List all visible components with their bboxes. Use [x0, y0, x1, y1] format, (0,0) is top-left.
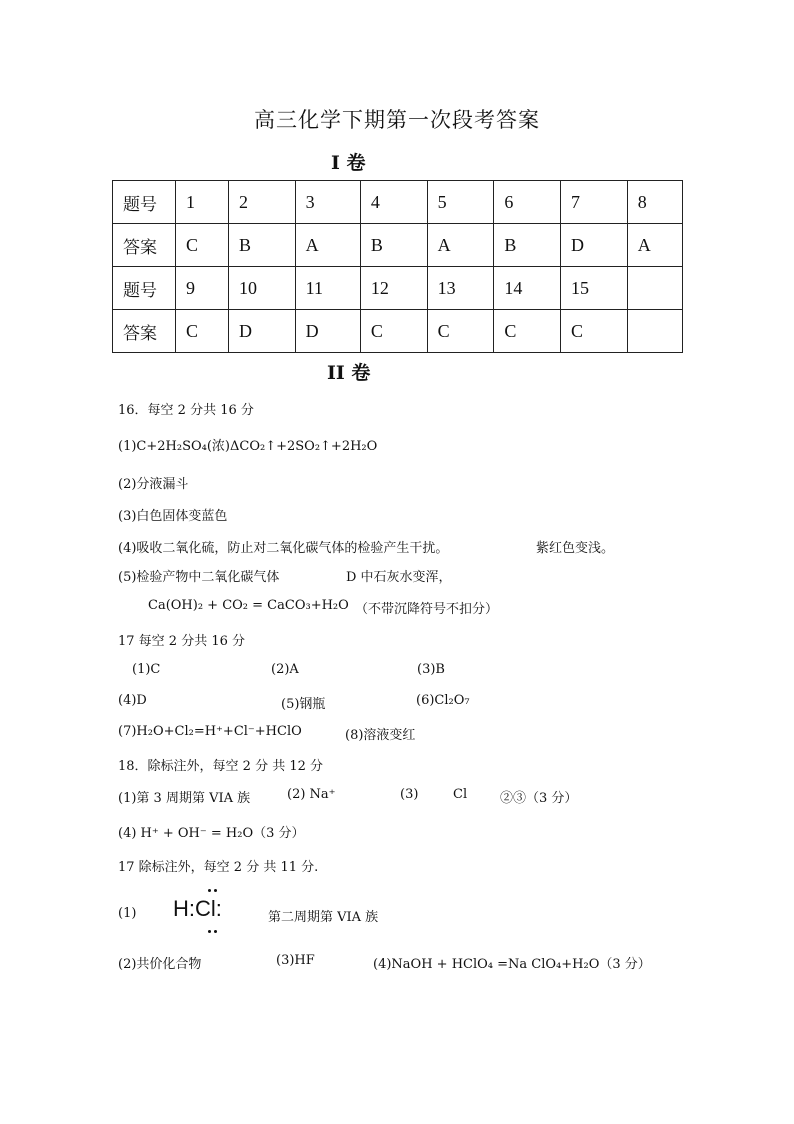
answer-table — [112, 180, 683, 353]
table-cell: 1 — [176, 181, 229, 224]
table-cell: C — [494, 310, 561, 353]
q16-answer-3: (3)白色固体变蓝色 — [118, 509, 228, 524]
table-row — [113, 310, 683, 353]
table-cell: C — [176, 310, 229, 353]
q19-answer-3: (3)HF — [276, 953, 315, 968]
q19-answer-4: (4)NaOH + HClO₄ =Na ClO₄+H₂O（3 分） — [373, 957, 651, 972]
table-cell: 2 — [228, 181, 295, 224]
q19-header: 17 除标注外，每空 2 分 共 11 分. — [118, 860, 319, 875]
table-cell: B — [494, 224, 561, 267]
table-cell: 5 — [427, 181, 494, 224]
table-cell: 11 — [295, 267, 360, 310]
q16-equation-text: C+2H₂SO₄(浓)ΔCO₂↑+2SO₂↑+2H₂O — [136, 439, 378, 454]
q16-header: 16．每空 2 分共 16 分 — [118, 403, 254, 418]
table-row-label: 题号 — [113, 181, 176, 224]
q16-answer-4: (4)吸收二氧化硫，防止对二氧化碳气体的检验产生干扰。 — [118, 541, 449, 556]
q17-answer-2: (2)A — [271, 662, 299, 677]
table-row-label: 答案 — [113, 224, 176, 267]
q16-answer-2: (2)分液漏斗 — [118, 477, 189, 492]
table-cell: 4 — [360, 181, 427, 224]
table-cell: 8 — [627, 181, 682, 224]
table-cell: C — [427, 310, 494, 353]
table-row — [113, 224, 683, 267]
table-cell: 14 — [494, 267, 561, 310]
table-cell: 15 — [561, 267, 628, 310]
table-row — [113, 181, 683, 224]
table-cell: 13 — [427, 267, 494, 310]
q17-answer-4: (4)D — [118, 693, 147, 708]
q17-answer-7: (7)H₂O+Cl₂=H⁺+Cl⁻+HClO — [118, 724, 302, 739]
q19-answer-1-number: (1) — [118, 906, 137, 921]
q17-answer-6: (6)Cl₂O₇ — [416, 693, 470, 708]
lone-pair-dot — [208, 889, 211, 892]
table-cell — [627, 267, 682, 310]
q19-answer-2: (2)共价化合物 — [118, 957, 202, 972]
lone-pair-dot — [208, 930, 211, 933]
section-two-heading: II 卷 — [327, 362, 371, 384]
table-cell: 10 — [228, 267, 295, 310]
table-cell: 9 — [176, 267, 229, 310]
lone-pair-dot — [214, 889, 217, 892]
q16-answer-5: (5)检验产物中二氧化碳气体 — [118, 570, 280, 585]
table-cell: A — [627, 224, 682, 267]
table-cell: 7 — [561, 181, 628, 224]
table-cell: C — [176, 224, 229, 267]
q18-header: 18．除标注外，每空 2 分 共 12 分 — [118, 759, 324, 774]
q18-answer-1: (1)第 3 周期第 VIA 族 — [118, 791, 251, 806]
q18-answer-3: Cl — [453, 787, 468, 802]
q17-answer-8: (8)溶液变红 — [345, 728, 416, 743]
table-cell — [627, 310, 682, 353]
page-title: 高三化学下期第一次段考答案 — [254, 108, 540, 132]
q17-answer-3: (3)B — [417, 662, 445, 677]
q19-answer-1: 第二周期第 VIA 族 — [268, 910, 379, 925]
q17-header: 17 每空 2 分共 16 分 — [118, 634, 246, 649]
table-cell: A — [427, 224, 494, 267]
table-cell: D — [561, 224, 628, 267]
q18-answer-3-number: (3) — [400, 787, 419, 802]
table-cell: 6 — [494, 181, 561, 224]
table-cell: B — [228, 224, 295, 267]
table-row-label: 题号 — [113, 267, 176, 310]
q17-answer-5: (5)钢瓶 — [281, 697, 326, 712]
q18-answer-3-extra: ②③（3 分） — [500, 791, 578, 806]
q16-equation — [118, 435, 377, 454]
q17-answer-1: (1)C — [132, 662, 161, 677]
q16-answer-4-extra: 紫红色变浅。 — [536, 541, 615, 556]
q16-equation-number: (1) — [118, 439, 137, 454]
table-row-label: 答案 — [113, 310, 176, 353]
q18-answer-4: (4) H⁺ + OH⁻ = H₂O（3 分） — [118, 826, 305, 841]
table-row — [113, 267, 683, 310]
q18-answer-2: (2) Na⁺ — [287, 787, 336, 802]
lone-pair-dot — [214, 930, 217, 933]
table-cell: A — [295, 224, 360, 267]
table-cell: D — [228, 310, 295, 353]
hcl-lewis-structure: H:Cl: — [173, 896, 222, 921]
q16-answer-5-note: （不带沉降符号不扣分） — [355, 602, 499, 617]
table-cell: C — [561, 310, 628, 353]
section-one-heading: I 卷 — [331, 152, 366, 174]
q16-answer-5-equation: Ca(OH)₂ + CO₂ = CaCO₃+H₂O — [148, 598, 349, 613]
table-cell: 3 — [295, 181, 360, 224]
table-cell: D — [295, 310, 360, 353]
table-cell: B — [360, 224, 427, 267]
table-cell: 12 — [360, 267, 427, 310]
table-cell: C — [360, 310, 427, 353]
q16-answer-5-observation: D 中石灰水变浑， — [346, 570, 452, 585]
